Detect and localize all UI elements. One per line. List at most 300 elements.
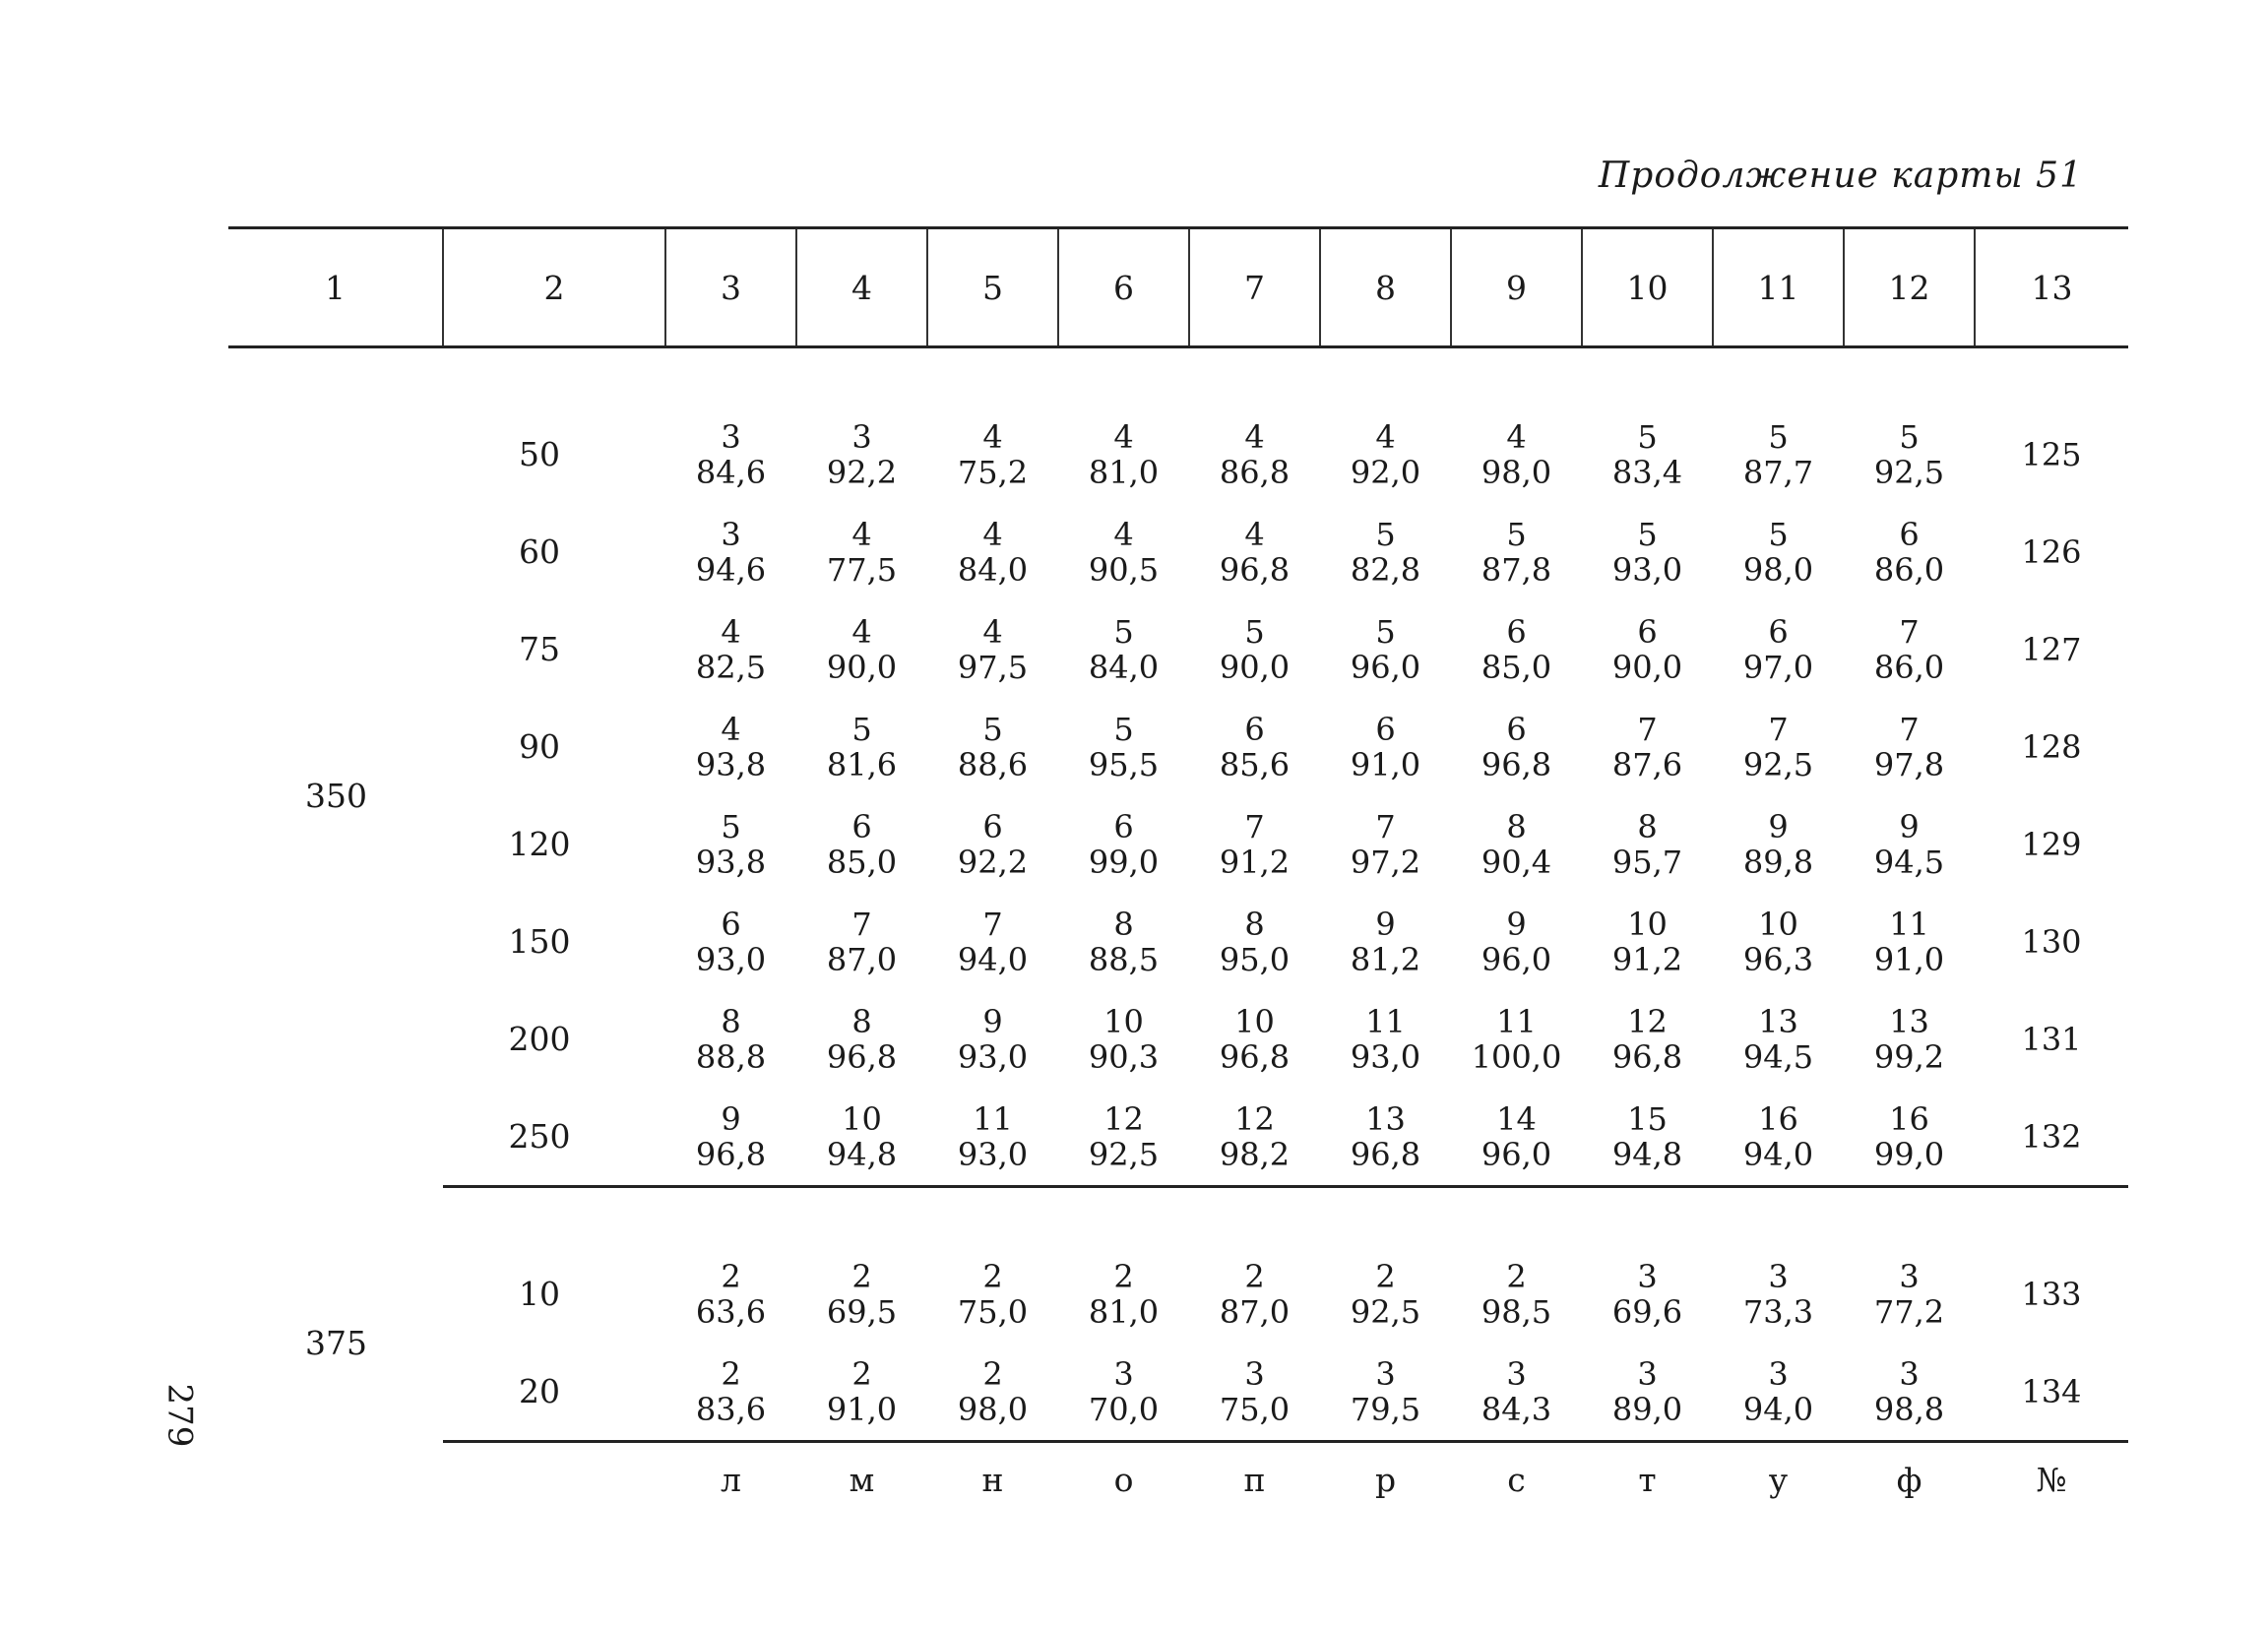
cell-bottom-value: 96,8 [1611,1037,1683,1076]
cell-bottom-value: 100,0 [1471,1037,1562,1076]
cell-bottom-value: 91,0 [826,1390,898,1428]
cell-bottom-value: 95,7 [1611,843,1683,881]
cell-bottom-value: 84,0 [1088,648,1160,686]
table-cell [1451,893,1582,990]
cell-top-value: 10 [1234,1002,1275,1040]
row-subvalue: 10 [519,1275,560,1313]
cell-bottom-value: 90,0 [1611,648,1683,686]
table-cell [1058,893,1189,990]
data-table [228,226,2128,1516]
table-cell [927,1187,1058,1344]
cell-top-value: 2 [1113,1257,1134,1295]
cell-top-value: 7 [1768,710,1789,748]
cell-bottom-value: 92,2 [957,843,1029,881]
cell-bottom-value: 89,8 [1742,843,1814,881]
cell-top-value: 11 [1889,905,1929,943]
table-cell [927,795,1058,893]
cell-top-value: 2 [721,1354,741,1393]
cell-bottom-value: 70,0 [1088,1390,1160,1428]
cell-bottom-value: 86,0 [1873,550,1945,589]
table-cell [927,600,1058,698]
cell-top-value: 8 [851,1002,872,1040]
cell-bottom-value: 92,5 [1742,745,1814,783]
table-cell [1713,698,1844,795]
cell-top-value: 13 [1889,1002,1929,1040]
cell-top-value: 7 [1899,612,1920,651]
table-cell [1189,698,1320,795]
cell-top-value: 10 [1103,1002,1144,1040]
table-cell [1320,698,1451,795]
cell-top-value: 3 [1899,1354,1920,1393]
table-cell [1320,795,1451,893]
table-cell [1320,1343,1451,1442]
cell-top-value: 3 [1113,1354,1134,1393]
table-cell [1844,347,1975,504]
column-header: 8 [1320,228,1451,347]
table-cell [1844,503,1975,600]
cell-bottom-value: 96,8 [1350,1135,1421,1173]
cell-top-value: 3 [1768,1354,1789,1393]
cell-top-value: 6 [982,807,1003,845]
cell-bottom-value: 84,6 [695,453,767,491]
cell-bottom-value: 97,2 [1350,843,1421,881]
cell-top-value: 6 [721,905,741,943]
cell-top-value: 13 [1758,1002,1798,1040]
cell-top-value: 5 [721,807,741,845]
table-cell [1451,503,1582,600]
cell-bottom-value: 91,2 [1611,940,1683,978]
cell-bottom-value: 73,3 [1742,1292,1814,1331]
cell-top-value: 5 [1506,515,1527,553]
cell-bottom-value: 98,0 [1480,453,1552,491]
cell-top-value: 4 [1244,417,1265,456]
group-label: 350 [305,777,367,816]
cell-top-value: 3 [1768,1257,1789,1295]
cell-bottom-value: 99,0 [1873,1135,1945,1173]
cell-top-value: 2 [851,1257,872,1295]
column-header: 10 [1582,228,1713,347]
table-cell [796,1187,927,1344]
table-cell [1713,795,1844,893]
cell-top-value: 14 [1496,1099,1537,1138]
table-row [228,795,2128,893]
cell-bottom-value: 98,8 [1873,1390,1945,1428]
table-cell [1451,795,1582,893]
cell-top-value: 6 [1899,515,1920,553]
cell-bottom-value: 87,7 [1742,453,1814,491]
table-cell [1713,503,1844,600]
cell-bottom-value: 97,5 [957,648,1029,686]
table-header [228,228,2128,347]
cell-bottom-value: 84,0 [957,550,1029,589]
cell-top-value: 10 [1758,905,1798,943]
page-number: 279 [159,1383,200,1448]
cell-top-value: 12 [1234,1099,1275,1138]
table-cell [665,1088,796,1187]
table-cell [1058,600,1189,698]
cell-bottom-value: 98,0 [1742,550,1814,589]
cell-bottom-value: 86,8 [1219,453,1291,491]
cell-bottom-value: 90,4 [1480,843,1552,881]
cell-top-value: 11 [1496,1002,1537,1040]
cell-top-value: 8 [721,1002,741,1040]
table-cell [665,600,796,698]
cell-bottom-value: 94,5 [1742,1037,1814,1076]
cell-bottom-value: 75,2 [957,453,1029,491]
cell-top-value: 5 [1768,417,1789,456]
table-cell [1189,893,1320,990]
table-cell [1713,1088,1844,1187]
table-cell [1713,347,1844,504]
table-cell [927,893,1058,990]
row-number: 134 [1975,1343,2128,1442]
table-cell [796,1088,927,1187]
cell-bottom-value: 93,0 [1350,1037,1421,1076]
table-cell [796,503,927,600]
cell-top-value: 3 [721,515,741,553]
row-number: 129 [2021,825,2082,863]
cell-top-value: 8 [1637,807,1658,845]
cell-top-value: 2 [1506,1257,1527,1295]
cell-bottom-value: 82,8 [1350,550,1421,589]
cell-top-value: 4 [1113,515,1134,553]
cell-top-value: 9 [1375,905,1396,943]
column-header: 11 [1713,228,1844,347]
cell-top-value: 15 [1627,1099,1668,1138]
row-number: 133 [2021,1275,2082,1313]
table-row [228,503,2128,600]
cell-top-value: 3 [1375,1354,1396,1393]
table-cell [1320,347,1451,504]
cell-top-value: 5 [1244,612,1265,651]
column-header: 3 [665,228,796,347]
table-footer [228,1442,2128,1517]
table-cell [796,347,927,504]
footer-letter: у [1768,1460,1789,1499]
footer-letter: п [1243,1460,1266,1499]
cell-top-value: 3 [721,417,741,456]
cell-bottom-value: 90,3 [1088,1037,1160,1076]
cell-bottom-value: 79,5 [1350,1390,1421,1428]
cell-top-value: 7 [1375,807,1396,845]
table-cell [1189,795,1320,893]
cell-bottom-value: 86,0 [1873,648,1945,686]
table-cell [1320,1187,1451,1344]
cell-top-value: 6 [1375,710,1396,748]
row-number: 125 [2021,435,2082,473]
table-row [228,990,2128,1088]
cell-bottom-value: 90,5 [1088,550,1160,589]
cell-top-value: 5 [1768,515,1789,553]
cell-bottom-value: 85,0 [826,843,898,881]
cell-bottom-value: 85,0 [1480,648,1552,686]
cell-bottom-value: 94,8 [826,1135,898,1173]
footer-letter: л [721,1460,741,1499]
table-cell [1582,698,1713,795]
table-cell [1058,347,1189,504]
cell-top-value: 2 [851,1354,872,1393]
cell-bottom-value: 87,6 [1611,745,1683,783]
cell-top-value: 3 [1637,1257,1658,1295]
cell-bottom-value: 94,0 [1742,1135,1814,1173]
table-cell [1713,600,1844,698]
table-cell [1713,893,1844,990]
cell-bottom-value: 96,8 [695,1135,767,1173]
cell-top-value: 6 [1506,612,1527,651]
table-cell [1189,1088,1320,1187]
column-header: 1 [228,228,443,347]
table-cell [796,795,927,893]
cell-bottom-value: 82,5 [695,648,767,686]
cell-top-value: 5 [1637,417,1658,456]
cell-bottom-value: 94,8 [1611,1135,1683,1173]
table-cell [1451,990,1582,1088]
table-cell [1320,1088,1451,1187]
cell-bottom-value: 93,0 [695,940,767,978]
column-header: 7 [1189,228,1320,347]
footer-letter: м [849,1460,875,1499]
cell-bottom-value: 88,8 [695,1037,767,1076]
cell-bottom-value: 83,6 [695,1390,767,1428]
cell-top-value: 5 [1113,710,1134,748]
table-cell [1058,1187,1189,1344]
table-cell [927,1088,1058,1187]
table-cell [1451,1187,1582,1344]
table-cell [1058,1088,1189,1187]
table-cell [1582,893,1713,990]
table-cell [1189,503,1320,600]
cell-top-value: 11 [973,1099,1013,1138]
column-header: 12 [1844,228,1975,347]
table-cell [1058,990,1189,1088]
cell-bottom-value: 94,5 [1873,843,1945,881]
table-cell [1582,795,1713,893]
column-header: 2 [443,228,665,347]
cell-top-value: 4 [982,515,1003,553]
table-cell [1844,600,1975,698]
column-header: 4 [796,228,927,347]
cell-bottom-value: 99,2 [1873,1037,1945,1076]
cell-top-value: 3 [1899,1257,1920,1295]
cell-top-value: 4 [982,417,1003,456]
cell-bottom-value: 77,5 [826,550,898,589]
cell-top-value: 4 [1375,417,1396,456]
row-subvalue: 200 [508,1020,571,1058]
table-cell [1582,1343,1713,1442]
cell-bottom-value: 96,0 [1350,648,1421,686]
table-cell [665,503,796,600]
table-cell [1582,1187,1713,1344]
table-cell [1320,503,1451,600]
row-subvalue: 50 [519,435,560,473]
table-cell [1844,893,1975,990]
footer-letter: о [1113,1460,1134,1499]
row-subvalue: 20 [443,1343,665,1442]
table-cell [1189,1343,1320,1442]
cell-top-value: 11 [1365,1002,1406,1040]
table-cell [1451,1088,1582,1187]
cell-top-value: 3 [1506,1354,1527,1393]
cell-top-value: 2 [1244,1257,1265,1295]
table-cell [1582,347,1713,504]
cell-bottom-value: 81,6 [826,745,898,783]
table-cell [927,503,1058,600]
table-cell [665,795,796,893]
table-cell [1451,698,1582,795]
cell-top-value: 4 [1506,417,1527,456]
table-cell [1189,600,1320,698]
row-number: 131 [2021,1020,2082,1058]
cell-top-value: 9 [982,1002,1003,1040]
cell-bottom-value: 93,0 [957,1135,1029,1173]
cell-bottom-value: 96,3 [1742,940,1814,978]
row-subvalue: 75 [519,630,560,668]
group-label: 375 [305,1323,367,1362]
cell-top-value: 7 [1637,710,1658,748]
cell-top-value: 3 [851,417,872,456]
cell-top-value: 6 [851,807,872,845]
cell-bottom-value: 93,8 [695,843,767,881]
table-cell [1058,503,1189,600]
cell-top-value: 4 [851,612,872,651]
table-row [228,1187,2128,1344]
cell-top-value: 5 [1113,612,1134,651]
cell-bottom-value: 90,0 [1219,648,1291,686]
footer-letter: № [2036,1460,2067,1499]
cell-bottom-value: 98,5 [1480,1292,1552,1331]
table-cell [665,1343,796,1442]
cell-bottom-value: 93,0 [1611,550,1683,589]
table-cell [1451,1343,1582,1442]
cell-bottom-value: 88,6 [957,745,1029,783]
table-row [228,1343,2128,1442]
table-caption: Продолжение карты 51 [1598,156,2083,196]
footer-letter: с [1507,1460,1526,1499]
row-number: 132 [1975,1088,2128,1187]
cell-top-value: 5 [1375,612,1396,651]
cell-top-value: 5 [982,710,1003,748]
row-number: 130 [2021,922,2082,961]
cell-top-value: 16 [1758,1099,1798,1138]
cell-bottom-value: 77,2 [1873,1292,1945,1331]
cell-top-value: 9 [1768,807,1789,845]
cell-bottom-value: 93,8 [695,745,767,783]
cell-top-value: 6 [1244,710,1265,748]
table-cell [1451,347,1582,504]
cell-top-value: 2 [1375,1257,1396,1295]
cell-top-value: 2 [721,1257,741,1295]
table-cell [1582,503,1713,600]
cell-top-value: 10 [842,1099,882,1138]
table-cell [1451,600,1582,698]
table-cell [1713,1187,1844,1344]
data-table-container [228,226,2128,1516]
table-cell [1844,990,1975,1088]
cell-bottom-value: 96,8 [1219,1037,1291,1076]
table-cell [665,347,796,504]
cell-top-value: 9 [1506,905,1527,943]
cell-top-value: 8 [1244,905,1265,943]
cell-bottom-value: 88,5 [1088,940,1160,978]
column-header: 5 [927,228,1058,347]
cell-top-value: 5 [851,710,872,748]
cell-top-value: 5 [1637,515,1658,553]
cell-top-value: 3 [1637,1354,1658,1393]
row-subvalue: 250 [443,1088,665,1187]
table-cell [1320,893,1451,990]
table-cell [796,990,927,1088]
cell-bottom-value: 75,0 [957,1292,1029,1331]
table-cell [1713,1343,1844,1442]
table-cell [665,698,796,795]
cell-bottom-value: 96,8 [826,1037,898,1076]
cell-bottom-value: 96,8 [1219,550,1291,589]
cell-bottom-value: 92,0 [1350,453,1421,491]
cell-bottom-value: 94,0 [957,940,1029,978]
row-number: 127 [2021,630,2082,668]
footer-letter: т [1638,1460,1657,1499]
cell-top-value: 7 [851,905,872,943]
cell-bottom-value: 99,0 [1088,843,1160,881]
cell-top-value: 13 [1365,1099,1406,1138]
table-cell [1189,1187,1320,1344]
column-header: 9 [1451,228,1582,347]
table-cell [927,990,1058,1088]
cell-bottom-value: 94,6 [695,550,767,589]
table-cell [1189,347,1320,504]
row-number: 126 [2021,532,2082,571]
cell-top-value: 6 [1637,612,1658,651]
cell-bottom-value: 75,0 [1219,1390,1291,1428]
cell-bottom-value: 95,0 [1219,940,1291,978]
cell-bottom-value: 98,2 [1219,1135,1291,1173]
table-body [228,347,2128,1442]
footer-letter: ф [1896,1460,1922,1499]
table-cell [1582,990,1713,1088]
cell-bottom-value: 81,0 [1088,1292,1160,1331]
table-row [228,347,2128,504]
cell-top-value: 12 [1627,1002,1668,1040]
cell-bottom-value: 87,0 [826,940,898,978]
cell-bottom-value: 87,0 [1219,1292,1291,1331]
cell-bottom-value: 93,0 [957,1037,1029,1076]
table-cell [1844,1343,1975,1442]
row-subvalue: 120 [508,825,571,863]
cell-top-value: 8 [1506,807,1527,845]
cell-top-value: 7 [1899,710,1920,748]
table-cell [1320,990,1451,1088]
cell-bottom-value: 81,0 [1088,453,1160,491]
table-cell [1189,990,1320,1088]
cell-top-value: 9 [721,1099,741,1138]
cell-bottom-value: 92,5 [1873,453,1945,491]
cell-bottom-value: 92,5 [1350,1292,1421,1331]
cell-top-value: 5 [1899,417,1920,456]
table-cell [1713,990,1844,1088]
table-cell [1058,795,1189,893]
table-cell [665,990,796,1088]
footer-letter: р [1374,1460,1397,1499]
cell-bottom-value: 91,0 [1873,940,1945,978]
table-cell [927,1343,1058,1442]
cell-top-value: 5 [1375,515,1396,553]
cell-bottom-value: 95,5 [1088,745,1160,783]
cell-bottom-value: 69,6 [1611,1292,1683,1331]
cell-top-value: 4 [721,710,741,748]
cell-top-value: 3 [1244,1354,1265,1393]
cell-top-value: 4 [851,515,872,553]
footer-spacer [228,1442,665,1517]
